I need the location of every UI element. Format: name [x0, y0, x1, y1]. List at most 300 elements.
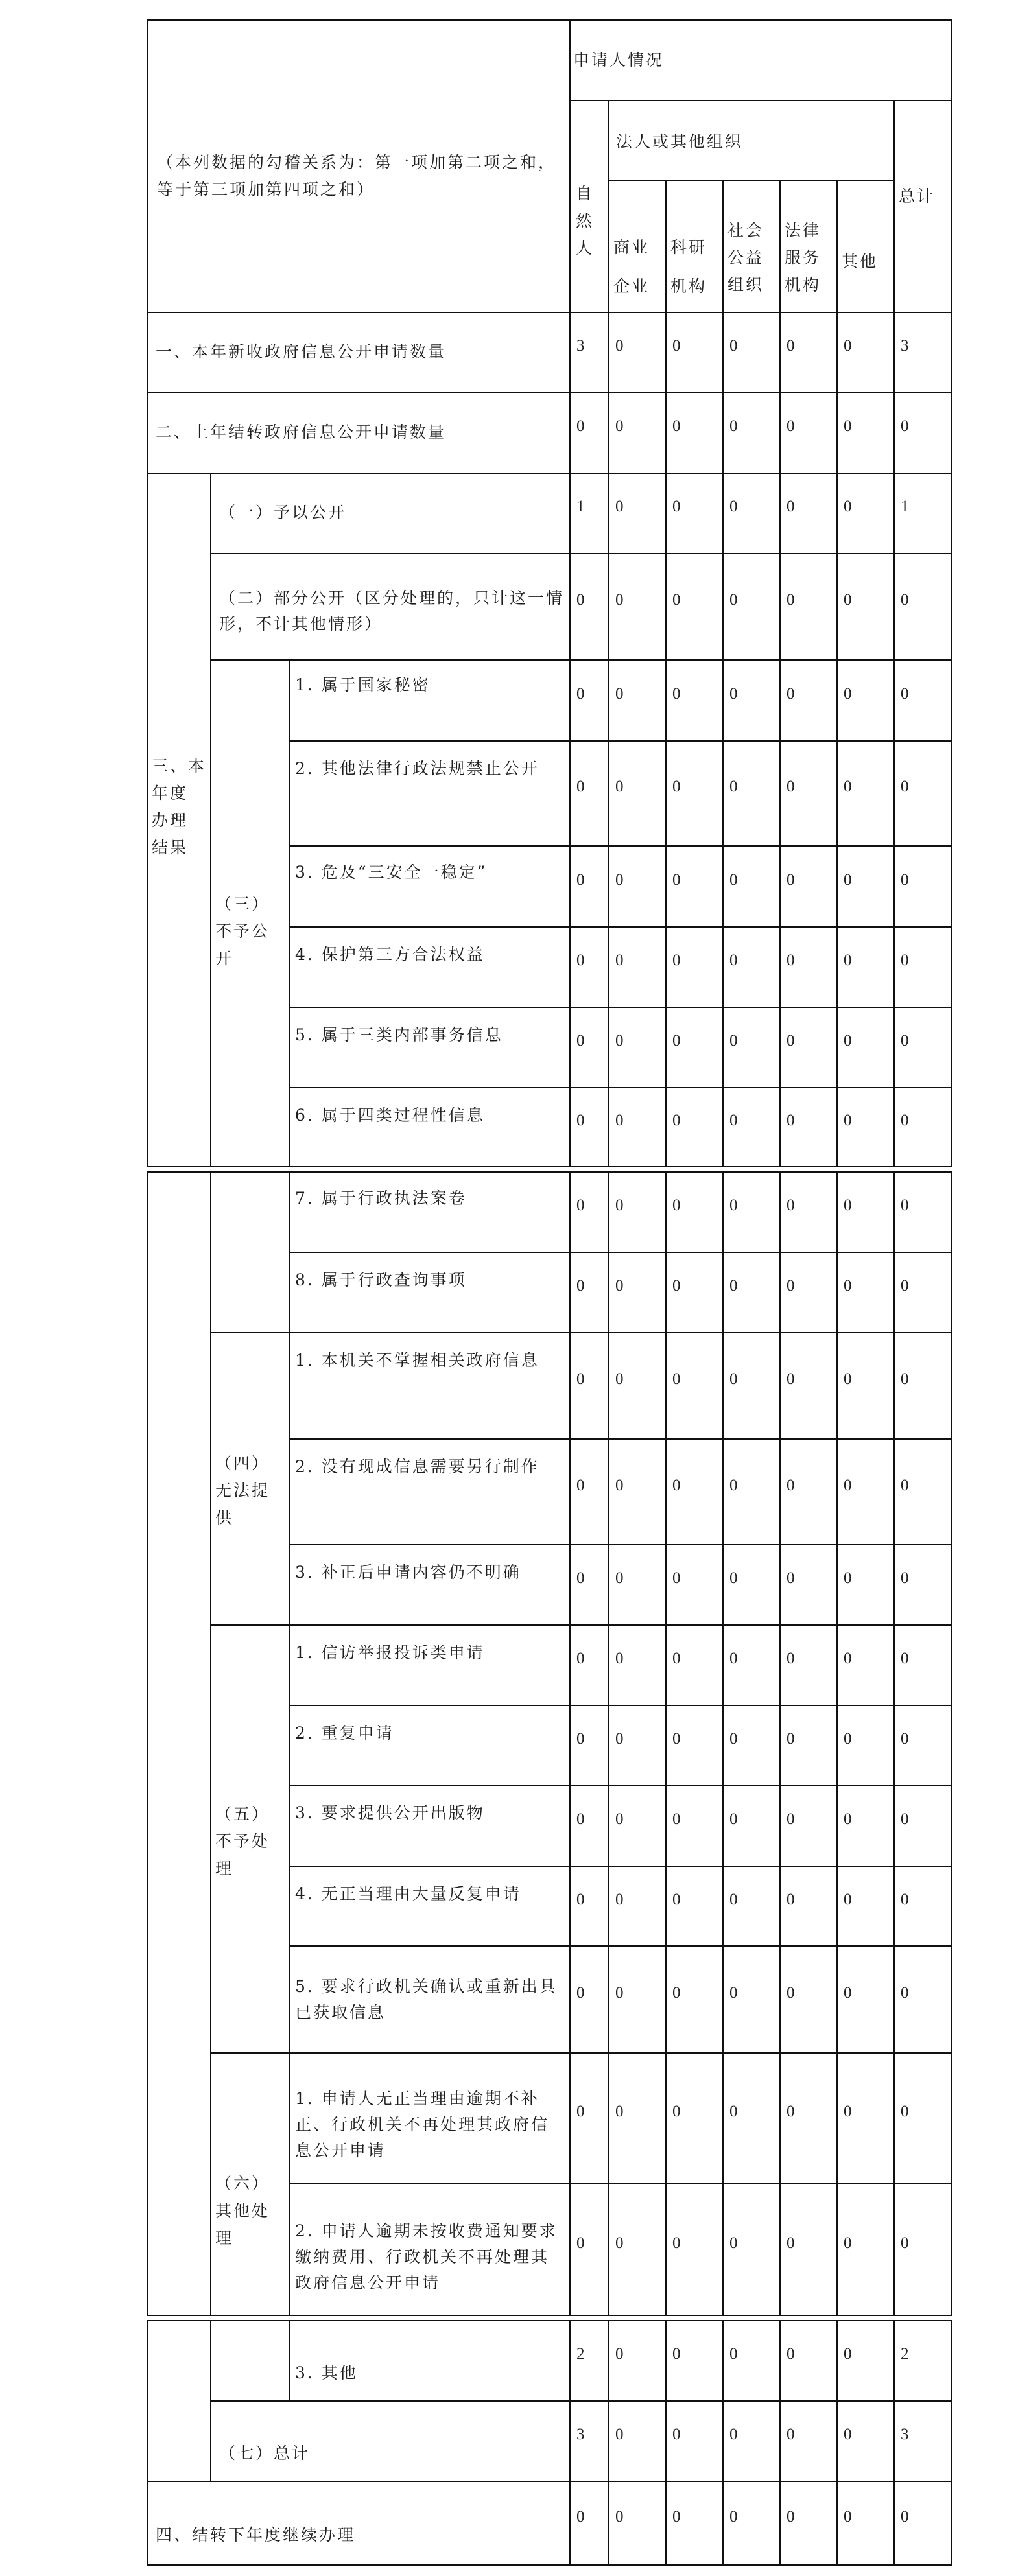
value: 0: [844, 1810, 852, 1828]
header-natural-person-cell: [569, 100, 609, 313]
group-not-processed-line: 理: [215, 1859, 234, 1878]
value-cell: [836, 926, 895, 1008]
value: 0: [901, 1650, 909, 1667]
value-cell: [569, 845, 609, 928]
value: 0: [576, 1112, 585, 1129]
value: 0: [615, 952, 624, 969]
row-label-cell-21: [289, 2183, 571, 2316]
header-note: （本列数据的勾稽关系为：第一项加第二项之和，等于第三项加第四项之和）: [157, 153, 557, 199]
value-cell: [779, 1252, 838, 1333]
group-other-processing-line: 其他处: [215, 2201, 270, 2220]
value: 0: [615, 1810, 624, 1828]
row-label-cell-12: [289, 1332, 571, 1440]
group-other-processing-cell: [210, 2052, 290, 2316]
value-cell: [569, 473, 609, 554]
value-cell: [893, 312, 952, 393]
value: 0: [901, 685, 909, 703]
value-cell: [893, 553, 952, 661]
value: 0: [901, 952, 909, 969]
value: 0: [729, 1891, 738, 1908]
value: 0: [787, 1370, 795, 1388]
value: 0: [729, 2508, 738, 2525]
header-subcolumn-line: 机构: [670, 277, 707, 296]
value-cell: [893, 1624, 952, 1706]
value-cell: [722, 1332, 781, 1440]
value-cell: [836, 2052, 895, 2184]
group-section3-line: 结果: [152, 838, 189, 857]
value-cell: [569, 1785, 609, 1867]
value-cell: [893, 2052, 952, 2184]
value: 0: [844, 417, 852, 435]
value: 0: [672, 1112, 681, 1129]
row-label-cell-11: [289, 1252, 571, 1333]
header-subcolumn-line: 组织: [727, 275, 764, 294]
header-subcolumn-line: 商业: [613, 238, 650, 257]
value: 0: [672, 1891, 681, 1908]
value-cell: [836, 553, 895, 661]
value: 0: [576, 1032, 585, 1049]
value-cell: [836, 392, 895, 474]
value-cell: [779, 473, 838, 554]
group-other-processing-line: 理: [215, 2229, 234, 2247]
value-cell: [893, 473, 952, 554]
value-cell: [893, 926, 952, 1008]
value-cell: [665, 392, 724, 474]
value: 0: [787, 1810, 795, 1828]
value: 0: [729, 417, 738, 435]
row-label-cell-9: [289, 1087, 571, 1167]
value: 0: [901, 1277, 909, 1294]
row-label: 5. 属于三类内部事务信息: [295, 1025, 503, 1044]
value: 0: [787, 1569, 795, 1587]
value-cell: [608, 392, 667, 474]
value: 3: [901, 337, 909, 355]
value: 1: [576, 498, 585, 515]
value-cell: [569, 740, 609, 847]
value-cell: [608, 1171, 667, 1253]
value-cell: [893, 1007, 952, 1088]
group-unable-line: （四）: [215, 1454, 270, 1473]
group-section3-line: 办理: [152, 811, 189, 830]
value-cell: [569, 926, 609, 1008]
row-label: 4. 保护第三方合法权益: [295, 945, 485, 964]
value: 0: [615, 2234, 624, 2252]
value-cell: [779, 1785, 838, 1867]
value: 0: [901, 417, 909, 435]
value-cell: [569, 1252, 609, 1333]
value: 0: [787, 1650, 795, 1667]
value: 0: [672, 952, 681, 969]
value: 0: [729, 1569, 738, 1587]
header-subcolumn-3: [779, 180, 838, 313]
row-label-cell-6: [289, 845, 571, 928]
row-label-cell-22: [289, 2320, 571, 2402]
value-cell: [665, 1624, 724, 1706]
row-label: 7. 属于行政执法案卷: [295, 1189, 467, 1208]
value-cell: [893, 740, 952, 847]
value-cell: [722, 553, 781, 661]
value-cell: [665, 2400, 724, 2482]
value: 0: [615, 2103, 624, 2120]
value-cell: [665, 1438, 724, 1545]
value-cell: [836, 1785, 895, 1867]
value: 2: [576, 2345, 585, 2363]
group-not-processed-cell: [210, 1624, 290, 2054]
value: 0: [576, 1984, 585, 2002]
value-cell: [608, 1945, 667, 2054]
value-cell: [722, 392, 781, 474]
value: 0: [672, 2345, 681, 2363]
value: 0: [901, 1477, 909, 1494]
value-cell: [722, 1252, 781, 1333]
value: 0: [615, 1112, 624, 1129]
value: 0: [729, 1197, 738, 1214]
value-cell: [722, 1705, 781, 1786]
value-cell: [665, 1866, 724, 1947]
value: 0: [672, 1032, 681, 1049]
value: 0: [615, 1730, 624, 1748]
group-not-processed-line: 不予处: [215, 1832, 270, 1851]
value: 0: [672, 1197, 681, 1214]
value-cell: [836, 1705, 895, 1786]
value: 0: [672, 337, 681, 355]
value-cell: [893, 2320, 952, 2402]
value-cell: [779, 1171, 838, 1253]
value: 0: [901, 1032, 909, 1049]
group-unable-line: 供: [215, 1508, 234, 1527]
value: 0: [844, 591, 852, 609]
value: 0: [615, 591, 624, 609]
value-cell: [779, 740, 838, 847]
value: 0: [672, 778, 681, 795]
group-withheld-cell: [210, 659, 290, 1167]
row-label-cell-1: [147, 392, 571, 474]
value: 0: [615, 1891, 624, 1908]
value-cell: [608, 1705, 667, 1786]
header-note-cell: [147, 19, 571, 313]
value-cell: [836, 659, 895, 742]
value: 0: [672, 417, 681, 435]
value: 0: [787, 1477, 795, 1494]
value-cell: [836, 1007, 895, 1088]
row-label: 4. 无正当理由大量反复申请: [295, 1884, 521, 1903]
header-natural-person-line: 然: [576, 211, 595, 230]
value: 0: [844, 1984, 852, 2002]
value-cell: [779, 1705, 838, 1786]
value-cell: [722, 2052, 781, 2184]
value: 0: [901, 871, 909, 889]
value-cell: [779, 2052, 838, 2184]
row-label: 1. 本机关不掌握相关政府信息: [295, 1351, 539, 1370]
value: 0: [844, 1730, 852, 1748]
value: 0: [787, 1277, 795, 1294]
value-cell: [608, 553, 667, 661]
value: 0: [844, 2508, 852, 2525]
value: 0: [615, 685, 624, 703]
value: 0: [844, 337, 852, 355]
value: 0: [729, 1477, 738, 1494]
value-cell: [779, 2481, 838, 2566]
value: 0: [615, 2426, 624, 2443]
value-cell: [722, 1945, 781, 2054]
value: 0: [787, 1984, 795, 2002]
header-subcolumn-0: [608, 180, 667, 313]
header-subcolumn-line: 机构: [785, 275, 822, 294]
value-cell: [608, 845, 667, 928]
value-cell: [722, 845, 781, 928]
row-label: 1. 申请人无正当理由逾期不补正、行政机关不再处理其政府信息公开申请: [295, 2089, 550, 2160]
value: 0: [787, 871, 795, 889]
header-subcolumn-line: 公益: [727, 248, 764, 267]
value: 0: [787, 1112, 795, 1129]
value-cell: [608, 2183, 667, 2316]
value-cell: [608, 2400, 667, 2482]
value-cell: [569, 392, 609, 474]
value-cell: [779, 1544, 838, 1626]
value: 0: [672, 1477, 681, 1494]
row-label: 2. 其他法律行政法规禁止公开: [295, 759, 539, 778]
value-cell: [893, 2481, 952, 2566]
value: 0: [576, 778, 585, 795]
value: 0: [615, 337, 624, 355]
value-cell: [836, 2400, 895, 2482]
value-cell: [722, 1866, 781, 1947]
value: 0: [576, 2103, 585, 2120]
value-cell: [665, 845, 724, 928]
value-cell: [722, 659, 781, 742]
value: 0: [787, 2103, 795, 2120]
value-cell: [779, 845, 838, 928]
value: 0: [901, 1730, 909, 1748]
value-cell: [893, 1945, 952, 2054]
value: 0: [672, 591, 681, 609]
value: 0: [615, 1984, 624, 2002]
value-cell: [608, 1087, 667, 1167]
value: 2: [901, 2345, 909, 2363]
value: 0: [729, 498, 738, 515]
row-label: （一）予以公开: [219, 503, 347, 522]
row-label: 2. 重复申请: [295, 1724, 394, 1742]
value: 0: [844, 871, 852, 889]
value: 0: [615, 1569, 624, 1587]
row-label: （二）部分公开（区分处理的，只计这一情形，不计其他情形）: [219, 589, 565, 633]
value: 0: [729, 1650, 738, 1667]
value: 0: [787, 2345, 795, 2363]
row-label-cell-23: [210, 2400, 571, 2482]
value-cell: [569, 1544, 609, 1626]
value-cell: [722, 1438, 781, 1545]
value-cell: [779, 2183, 838, 2316]
row-label-cell-19: [289, 1945, 571, 2054]
value-cell: [608, 1624, 667, 1706]
value: 0: [729, 1984, 738, 2002]
value-cell: [722, 740, 781, 847]
row-label: 2. 申请人逾期未按收费通知要求缴纳费用、行政机关不再处理其政府信息公开申请: [295, 2221, 558, 2292]
header-natural-person-line: 人: [576, 239, 595, 257]
row-label: 二、上年结转政府信息公开申请数量: [156, 423, 447, 441]
value: 3: [576, 337, 585, 355]
row-label-cell-20: [289, 2052, 571, 2184]
value-cell: [608, 2481, 667, 2566]
value: 0: [729, 871, 738, 889]
value: 0: [672, 2234, 681, 2252]
value-cell: [665, 312, 724, 393]
row-label-cell-15: [289, 1624, 571, 1706]
value: 0: [901, 1984, 909, 2002]
value-cell: [569, 312, 609, 393]
value-cell: [665, 1171, 724, 1253]
group-withheld-line: 开: [215, 949, 234, 968]
value: 0: [787, 1032, 795, 1049]
value-cell: [665, 1087, 724, 1167]
value: 0: [615, 2508, 624, 2525]
value-cell: [779, 1332, 838, 1440]
value: 0: [787, 1197, 795, 1214]
value-cell: [893, 1785, 952, 1867]
row-label-cell-4: [289, 659, 571, 742]
value: 0: [787, 1891, 795, 1908]
value-cell: [569, 659, 609, 742]
header-subcolumn-4: [836, 180, 895, 313]
row-label: 四、结转下年度继续办理: [156, 2525, 356, 2544]
value: 0: [576, 417, 585, 435]
value-cell: [608, 1544, 667, 1626]
value: 0: [576, 1477, 585, 1494]
value: 0: [576, 952, 585, 969]
value-cell: [665, 2320, 724, 2402]
header-subcolumn-1: [665, 180, 724, 313]
value: 0: [672, 2103, 681, 2120]
value: 0: [576, 591, 585, 609]
value-cell: [779, 926, 838, 1008]
value-cell: [836, 1171, 895, 1253]
value: 0: [844, 2345, 852, 2363]
row-label: 6. 属于四类过程性信息: [295, 1106, 485, 1125]
value-cell: [722, 1785, 781, 1867]
value: 0: [787, 2234, 795, 2252]
header-natural-person-line: 自: [576, 184, 595, 203]
value: 0: [576, 1569, 585, 1587]
value: 0: [615, 778, 624, 795]
value-cell: [569, 2400, 609, 2482]
row-label: 3. 要求提供公开出版物: [295, 1803, 485, 1822]
value: 0: [729, 337, 738, 355]
value: 0: [672, 1730, 681, 1748]
group-withheld-line: （三）: [215, 895, 270, 913]
value-cell: [779, 553, 838, 661]
value: 0: [576, 1197, 585, 1214]
value-cell: [608, 1866, 667, 1947]
value: 0: [615, 1370, 624, 1388]
value: 0: [729, 2345, 738, 2363]
group-section3-line: 三、本: [152, 756, 207, 775]
row-label-cell-5: [289, 740, 571, 847]
row-label: 一、本年新收政府信息公开申请数量: [156, 342, 447, 361]
value: 3: [576, 2426, 585, 2443]
value: 1: [901, 498, 909, 515]
value-cell: [569, 1945, 609, 2054]
value: 0: [901, 1569, 909, 1587]
value: 0: [615, 2345, 624, 2363]
value-cell: [569, 1087, 609, 1167]
value-cell: [836, 740, 895, 847]
value: 0: [787, 952, 795, 969]
value-cell: [893, 1705, 952, 1786]
value: 0: [729, 1277, 738, 1294]
value: 0: [576, 685, 585, 703]
row-label: 3. 其他: [295, 2363, 358, 2382]
header-total-cell: [893, 100, 952, 313]
value-cell: [569, 1332, 609, 1440]
value: 0: [901, 2508, 909, 2525]
value-cell: [893, 1866, 952, 1947]
value: 0: [787, 685, 795, 703]
value: 0: [672, 685, 681, 703]
value-cell: [893, 1544, 952, 1626]
header-subcolumn-line: 法律: [785, 221, 822, 240]
value-cell: [779, 1438, 838, 1545]
value: 0: [901, 2103, 909, 2120]
value: 0: [729, 952, 738, 969]
value: 0: [729, 1730, 738, 1748]
value-cell: [779, 1087, 838, 1167]
value-cell: [665, 473, 724, 554]
value: 0: [844, 1891, 852, 1908]
value-cell: [836, 473, 895, 554]
value-cell: [665, 1785, 724, 1867]
row-label-cell-8: [289, 1007, 571, 1088]
value-cell: [779, 1945, 838, 2054]
value-cell: [665, 553, 724, 661]
value: 0: [844, 1032, 852, 1049]
value: 0: [672, 2426, 681, 2443]
value-cell: [665, 1945, 724, 2054]
value-cell: [608, 1007, 667, 1088]
value-cell: [665, 1705, 724, 1786]
header-legal-person-cell: [608, 100, 895, 181]
header-applicant-situation: 申请人情况: [573, 51, 665, 69]
value: 0: [615, 1277, 624, 1294]
row-label: （七）总计: [219, 2444, 311, 2463]
row-label-cell-14: [289, 1544, 571, 1626]
value-cell: [608, 2052, 667, 2184]
value-cell: [722, 2400, 781, 2482]
group-section3-cont2-cell: [147, 2320, 211, 2482]
value-cell: [893, 392, 952, 474]
value: 0: [901, 1810, 909, 1828]
value: 0: [901, 2234, 909, 2252]
group-other-processing-cont-cell: [210, 2320, 290, 2402]
value: 0: [787, 498, 795, 515]
value-cell: [722, 1544, 781, 1626]
value: 0: [729, 1112, 738, 1129]
value-cell: [569, 1866, 609, 1947]
value-cell: [836, 1087, 895, 1167]
value: 0: [844, 685, 852, 703]
value-cell: [665, 1252, 724, 1333]
value-cell: [836, 1945, 895, 2054]
value: 0: [576, 1810, 585, 1828]
value-cell: [608, 1332, 667, 1440]
value: 0: [787, 417, 795, 435]
value-cell: [722, 926, 781, 1008]
value: 0: [729, 2103, 738, 2120]
value: 0: [729, 1032, 738, 1049]
value-cell: [608, 2320, 667, 2402]
value-cell: [665, 2481, 724, 2566]
value: 0: [729, 2234, 738, 2252]
header-subcolumn-line: 服务: [785, 248, 822, 267]
